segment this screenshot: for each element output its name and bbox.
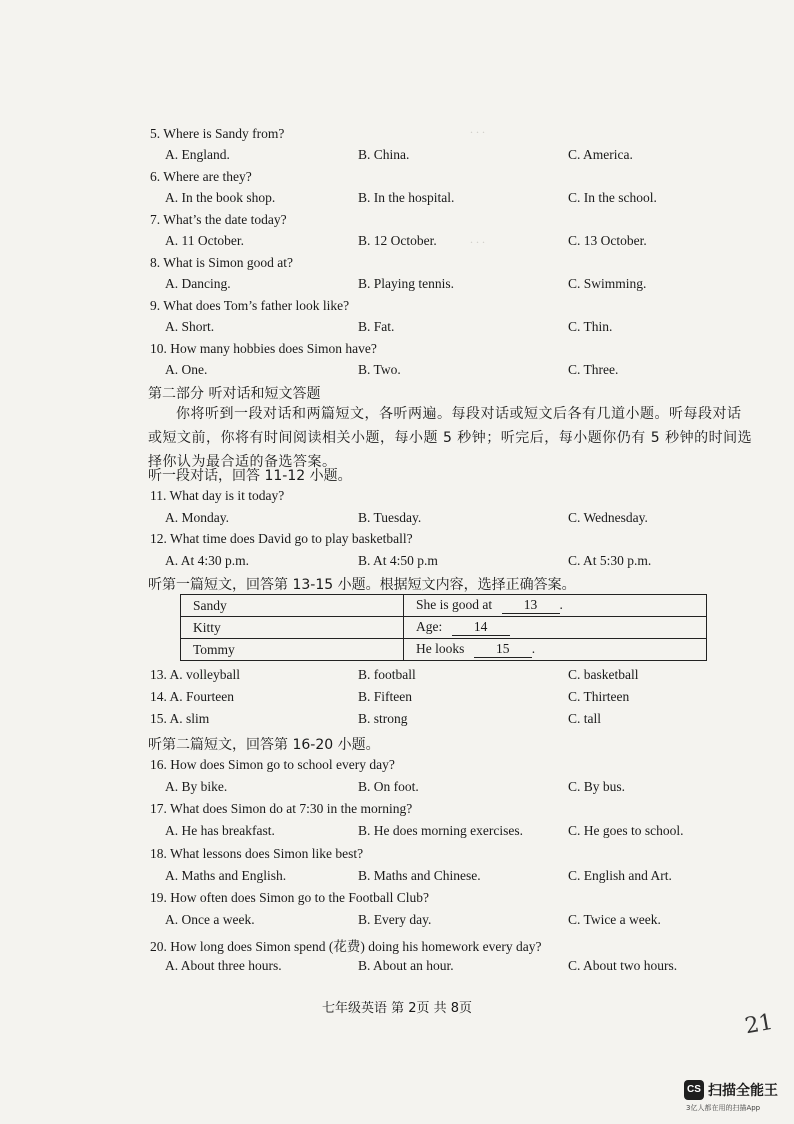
bleed-through-text: . . . <box>470 122 485 136</box>
option-a[interactable]: A. Monday. <box>165 510 229 525</box>
option-c[interactable]: C. Three. <box>568 362 619 377</box>
option-b[interactable]: B. Fifteen <box>358 689 412 704</box>
options-6 <box>165 190 745 210</box>
option-b[interactable]: B. About an hour. <box>358 958 454 973</box>
option-c[interactable]: C. In the school. <box>568 190 657 205</box>
bleed-through-text: . . . <box>470 232 485 246</box>
option-b[interactable]: B. Fat. <box>358 319 395 334</box>
blank-15: 15 <box>474 641 532 658</box>
table-name-cell: Kitty <box>181 617 404 639</box>
option-c[interactable]: C. Twice a week. <box>568 912 661 927</box>
options-17 <box>165 823 745 843</box>
detail-prefix: He looks <box>416 641 465 656</box>
option-a[interactable]: A. One. <box>165 362 208 377</box>
page-footer: 七年级英语 第 2页 共 8页 <box>321 1001 473 1016</box>
options-16 <box>165 779 745 799</box>
option-b[interactable]: B. Maths and Chinese. <box>358 868 481 883</box>
option-b[interactable]: B. Every day. <box>358 912 432 927</box>
detail-prefix: She is good at <box>416 597 493 612</box>
scanner-brand-name: 扫描全能王 <box>708 1083 778 1099</box>
option-c[interactable]: C. English and Art. <box>568 868 672 883</box>
options-12 <box>165 553 745 573</box>
option-a[interactable]: A. In the book shop. <box>165 190 276 205</box>
blank-14: 14 <box>452 619 510 636</box>
dialogue-intro: 听一段对话，回答 11-12 小题。 <box>148 468 352 484</box>
table-row <box>181 639 707 661</box>
option-a[interactable]: A. By bike. <box>165 779 228 794</box>
option-a[interactable]: 14. A. Fourteen <box>150 689 234 704</box>
option-c[interactable]: C. Wednesday. <box>568 510 648 525</box>
option-b[interactable]: B. strong <box>358 711 408 726</box>
scanner-tagline: 3亿人都在用的扫描App <box>686 1104 761 1112</box>
part2-title: 第二部分 听对话和短文答题 <box>148 386 321 402</box>
question-11: 11. What day is it today? <box>150 488 285 503</box>
option-a[interactable]: A. England. <box>165 147 230 162</box>
handwritten-mark: 21 <box>743 1009 775 1040</box>
question-16: 16. How does Simon go to school every day? <box>150 757 395 772</box>
question-6: 6. Where are they? <box>150 169 252 184</box>
option-a[interactable]: A. Short. <box>165 319 215 334</box>
options-10 <box>165 362 745 382</box>
option-b[interactable]: B. Playing tennis. <box>358 276 455 291</box>
passage2-intro: 听第二篇短文，回答第 16-20 小题。 <box>148 737 380 753</box>
option-c[interactable]: C. Thirteen <box>568 689 630 704</box>
option-a[interactable]: A. About three hours. <box>165 958 282 973</box>
table-row <box>181 595 707 617</box>
table-name-cell: Tommy <box>181 639 404 661</box>
table-detail-cell <box>404 639 707 661</box>
option-a[interactable]: A. Maths and English. <box>165 868 287 883</box>
blank-13: 13 <box>502 597 560 614</box>
option-b[interactable]: B. Tuesday. <box>358 510 422 525</box>
question-9: 9. What does Tom’s father look like? <box>150 298 350 313</box>
options-15 <box>150 711 730 731</box>
option-b[interactable]: B. football <box>358 667 416 682</box>
option-c[interactable]: C. Thin. <box>568 319 613 334</box>
option-b[interactable]: B. China. <box>358 147 410 162</box>
detail-suffix: . <box>531 641 536 656</box>
question-18: 18. What lessons does Simon like best? <box>150 846 364 861</box>
options-18 <box>165 868 745 888</box>
option-a[interactable]: 13. A. volleyball <box>150 667 240 682</box>
option-a[interactable]: A. He has breakfast. <box>165 823 275 838</box>
option-a[interactable]: A. Dancing. <box>165 276 231 291</box>
option-b[interactable]: B. He does morning exercises. <box>358 823 523 838</box>
option-c[interactable]: C. tall <box>568 711 601 726</box>
part2-instructions: 你将听到一段对话和两篇短文，各听两遍。每段对话或短文后各有几道小题。听每段对话或短文前，你将有时间阅读相关小题，每小题 5 秒钟；听完后，每小题你仍有 5 秒钟的时间选择你认为最合适的备选答案。 <box>148 406 753 470</box>
question-17: 17. What does Simon do at 7:30 in the morning? <box>150 801 413 816</box>
option-a[interactable]: A. At 4:30 p.m. <box>165 553 250 568</box>
option-c[interactable]: C. By bus. <box>568 779 626 794</box>
table-row <box>181 617 707 639</box>
options-20 <box>165 958 745 978</box>
option-c[interactable]: C. At 5:30 p.m. <box>568 553 652 568</box>
option-c[interactable]: C. He goes to school. <box>568 823 684 838</box>
table-detail-cell <box>404 595 707 617</box>
options-13 <box>150 667 730 687</box>
options-5 <box>165 147 745 167</box>
question-8: 8. What is Simon good at? <box>150 255 293 270</box>
option-b[interactable]: B. At 4:50 p.m <box>358 553 438 568</box>
question-5: 5. Where is Sandy from? <box>150 126 285 141</box>
options-8 <box>165 276 745 296</box>
option-b[interactable]: B. On foot. <box>358 779 419 794</box>
option-a[interactable]: 15. A. slim <box>150 711 210 726</box>
option-b[interactable]: B. 12 October. <box>358 233 437 248</box>
options-9 <box>165 319 745 339</box>
option-a[interactable]: A. Once a week. <box>165 912 255 927</box>
option-c[interactable]: C. Swimming. <box>568 276 647 291</box>
detail-suffix: . <box>559 597 563 612</box>
options-11 <box>165 510 745 530</box>
table-detail-cell <box>404 617 707 639</box>
options-14 <box>150 689 730 709</box>
options-19 <box>165 912 745 932</box>
option-c[interactable]: C. basketball <box>568 667 639 682</box>
options-7 <box>165 233 745 253</box>
question-12: 12. What time does David go to play basketball? <box>150 531 413 546</box>
passage1-intro: 听第一篇短文，回答第 13-15 小题。根据短文内容，选择正确答案。 <box>148 577 576 593</box>
question-7: 7. What’s the date today? <box>150 212 287 227</box>
question-20: 20. How long does Simon spend (花费) doing his homework every day? <box>150 939 542 954</box>
option-b[interactable]: B. In the hospital. <box>358 190 455 205</box>
camscanner-logo-icon: CS <box>684 1080 704 1100</box>
option-a[interactable]: A. 11 October. <box>165 233 244 248</box>
option-c[interactable]: C. 13 October. <box>568 233 647 248</box>
option-c[interactable]: C. About two hours. <box>568 958 678 973</box>
detail-prefix: Age: <box>416 619 443 634</box>
info-table <box>180 594 707 661</box>
table-name-cell: Sandy <box>181 595 404 617</box>
question-10: 10. How many hobbies does Simon have? <box>150 341 377 356</box>
option-b[interactable]: B. Two. <box>358 362 401 377</box>
question-19: 19. How often does Simon go to the Football Club? <box>150 890 429 905</box>
option-c[interactable]: C. America. <box>568 147 633 162</box>
